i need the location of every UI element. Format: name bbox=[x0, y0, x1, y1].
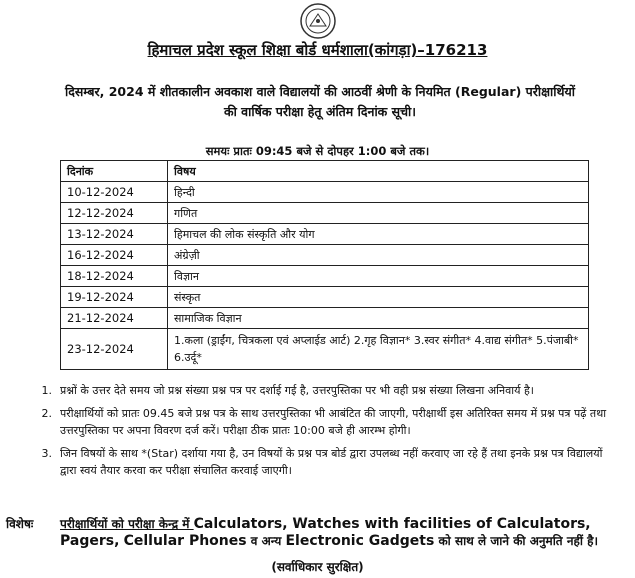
table-row bbox=[61, 182, 589, 203]
table-row bbox=[61, 287, 589, 308]
row-date: 10-12-2024 bbox=[61, 182, 168, 203]
row-subject: गणित bbox=[168, 203, 589, 224]
note-number: 1. bbox=[41, 384, 52, 397]
table-row bbox=[61, 203, 589, 224]
table-row bbox=[61, 245, 589, 266]
notes-list bbox=[14, 382, 614, 485]
row-subject: संस्कृत bbox=[168, 287, 589, 308]
row-date: 12-12-2024 bbox=[61, 203, 168, 224]
row-date: 16-12-2024 bbox=[61, 245, 168, 266]
table-row bbox=[61, 224, 589, 245]
special-part-6: को साथ ले जाने की अनुमति नहीं है। bbox=[434, 534, 599, 548]
row-subject: हिमाचल की लोक संस्कृति और योग bbox=[168, 224, 589, 245]
note-text: प्रश्नों के उत्तर देते समय जो प्रश्न संख्या प्रश्न पत्र पर दर्शाई गई है, उत्तरपुस्तिका पर भी वही प्रश्न संख्या लिखना अनिवार्य है। bbox=[60, 384, 534, 397]
table-row bbox=[61, 308, 589, 329]
page-title: हिमाचल प्रदेश स्कूल शिक्षा बोर्ड धर्मशाला(कांगड़ा)–176213 bbox=[147, 41, 488, 59]
board-seal-icon bbox=[298, 2, 338, 40]
row-date: 13-12-2024 bbox=[61, 224, 168, 245]
row-subject: सामाजिक विज्ञान bbox=[168, 308, 589, 329]
header-subject: विषय bbox=[168, 161, 589, 182]
row-date: 21-12-2024 bbox=[61, 308, 168, 329]
table-header-row bbox=[61, 161, 589, 182]
row-date: 18-12-2024 bbox=[61, 266, 168, 287]
row-date: 19-12-2024 bbox=[61, 287, 168, 308]
exam-time: समयः प्रातः 09:45 बजे से दोपहर 1:00 बजे तक। bbox=[205, 144, 430, 158]
row-subject: विज्ञान bbox=[168, 266, 589, 287]
subtitle-line-2: की वार्षिक परीक्षा हेतू अंतिम दिनांक सूची। bbox=[223, 104, 416, 119]
note-text: परीक्षार्थियों को प्रातः 09.45 बजे प्रश्न पत्र के साथ उत्तरपुस्तिका भी आबंटित की जाएगी, परीक्षार्थी इस अतिरिक्त समय में प्रश्न पत्र पढ़ें तथा उत्तरपुस्तिका पर अपना विवरण दर्ज करें। परीक्षा ठीक प्रातः 10:00 बजे ही आरम्भ होगी। bbox=[60, 407, 607, 437]
table-row bbox=[61, 329, 589, 370]
note-number: 2. bbox=[41, 407, 52, 420]
special-label: विशेषः bbox=[6, 517, 34, 531]
schedule-table bbox=[60, 160, 589, 370]
list-item bbox=[14, 405, 614, 439]
table-row bbox=[61, 266, 589, 287]
list-item bbox=[14, 445, 614, 479]
special-part-1: परीक्षार्थियों को परीक्षा केन्द्र में bbox=[60, 517, 194, 531]
copyright-note: (सर्वाधिकार सुरक्षित) bbox=[271, 560, 364, 574]
row-subject: हिन्दी bbox=[168, 182, 589, 203]
list-item bbox=[14, 382, 614, 399]
special-part-3: Cellular Phones bbox=[123, 533, 247, 549]
note-number: 3. bbox=[41, 447, 52, 460]
special-part-2: Calculators, Watches with facilities of Calculators, Pagers, bbox=[60, 516, 591, 549]
special-part-4: व अन्य bbox=[246, 534, 286, 548]
note-text: जिन विषयों के साथ *(Star) दर्शाया गया है, उन विषयों के प्रश्न पत्र बोर्ड द्वारा उपलब्ध नहीं करवाए जा रहे हैं तथा इनके प्रश्न पत्र विद्यालयों द्वारा स्वयं तैयार करवा कर परीक्षा संचालित करवाई जाएगी। bbox=[60, 447, 603, 477]
header-date: दिनांक bbox=[61, 161, 168, 182]
subtitle-line-1: दिसम्बर, 2024 में शीतकालीन अवकाश वाले विद्यालयों की आठवीं श्रेणी के नियमित (Regular) परीक्षार्थियों bbox=[64, 84, 575, 99]
special-part-5: Electronic Gadgets bbox=[285, 533, 435, 549]
row-date: 23-12-2024 bbox=[61, 329, 168, 370]
row-subject: अंग्रेज़ी bbox=[168, 245, 589, 266]
row-subject: 1.कला (ड्राईंग, चित्रकला एवं अप्लाईड आर्ट) 2.गृह विज्ञान* 3.स्वर संगीत* 4.वाद्य संगीत* 5.पंजाबी* 6.उर्दू* bbox=[168, 329, 589, 370]
special-text bbox=[60, 516, 626, 550]
subtitle bbox=[40, 82, 600, 122]
special-note bbox=[6, 516, 626, 550]
